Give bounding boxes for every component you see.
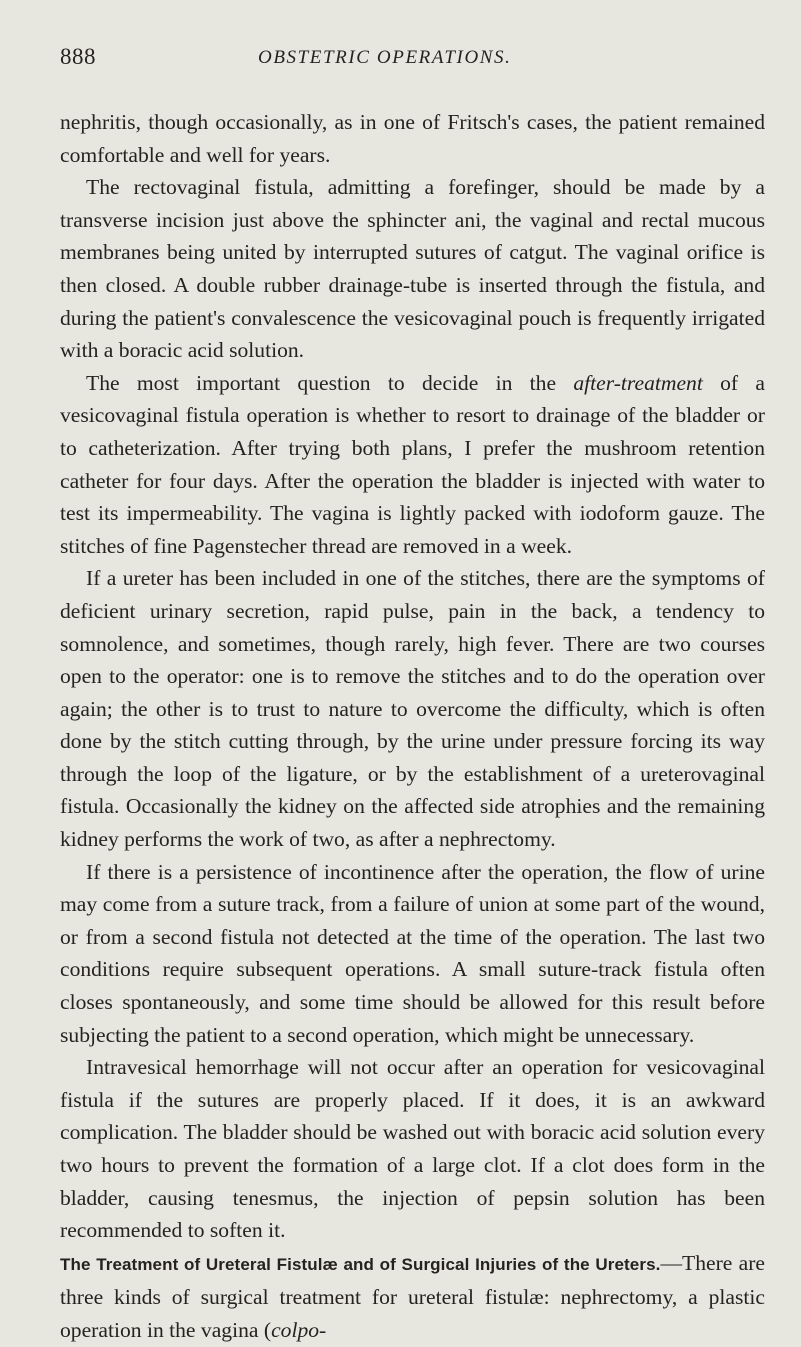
paragraph-7-emphasis: colpo- [271, 1317, 327, 1342]
paragraph-3-text-b: of a vesicovaginal fistula operation is whether to resort to drainage of the bladder or to catheterization. After trying both plans, I prefer the mushroom retention catheter for four days. After the operation the bladder is injected with water to test its impermeability. The vagina is lightly packed with iodoform gauze. The stitches of fine Pagenstecher thread are removed in a week. [60, 370, 765, 558]
paragraph-5: If there is a persistence of incontinence after the operation, the flow of urine may come from a suture track, from a failure of union at some part of the wound, or from a second fistula not detected at the time of the operation. The last two conditions require subsequent operations. A small suture-track fistula often closes spontaneously, and some time should be allowed for this result before subjecting the patient to a second operation, which might be unnecessary. [60, 859, 765, 1047]
body-text [60, 106, 765, 1347]
paragraph-7-text: —There are three kinds of surgical treatment for ureteral fistulæ: nephrectomy, a plastic operation in the vagina ( [60, 1250, 765, 1342]
section-heading: The Treatment of Ureteral Fistulæ and of Surgical Injuries of the Ureters. [60, 1254, 661, 1274]
paragraph-1: nephritis, though occasionally, as in one of Fritsch's cases, the patient remained comfortable and well for years. [60, 110, 765, 167]
paragraph-4: If a ureter has been included in one of the stitches, there are the symptoms of deficient urinary secretion, rapid pulse, pain in the back, a tendency to somnolence, and sometimes, though rarely, high fever. There are two courses open to the operator: one is to remove the stitches and to do the operation over again; the other is to trust to nature to overcome the difficulty, which is often done by the stitch cutting through, by the urine under pressure forcing its way through the loop of the ligature, or by the establishment of a ureterovaginal fistula. Occasionally the kidney on the affected side atrophies and the remaining kidney performs the work of two, as after a nephrectomy. [60, 566, 765, 852]
paragraph-7 [60, 1247, 765, 1347]
paragraph-3-text-a: The most important question to decide in the [86, 370, 574, 395]
page-number: 888 [60, 44, 96, 69]
paragraph-2: The rectovaginal fistula, admitting a forefinger, should be made by a transverse incision just above the sphincter ani, the vaginal and rectal mucous membranes being united by interrupted sutures of catgut. The vaginal orifice is then closed. A double rubber drainage-tube is inserted through the fistula, and during the patient's convalescence the vesicovaginal pouch is frequently irrigated with a boracic acid solution. [60, 175, 765, 363]
paragraph-3 [60, 367, 765, 563]
paragraph-3-emphasis: after-treatment [573, 370, 703, 395]
running-head [60, 44, 765, 84]
paragraph-6: Intravesical hemorrhage will not occur after an operation for vesicovaginal fistula if the sutures are properly placed. If it does, it is an awkward complication. The bladder should be washed out with boracic acid solution every two hours to prevent the formation of a large clot. If a clot does form in the bladder, causing tenesmus, the injection of pepsin solution has been recommended to soften it. [60, 1055, 765, 1243]
running-title: OBSTETRIC OPERATIONS. [258, 47, 512, 68]
